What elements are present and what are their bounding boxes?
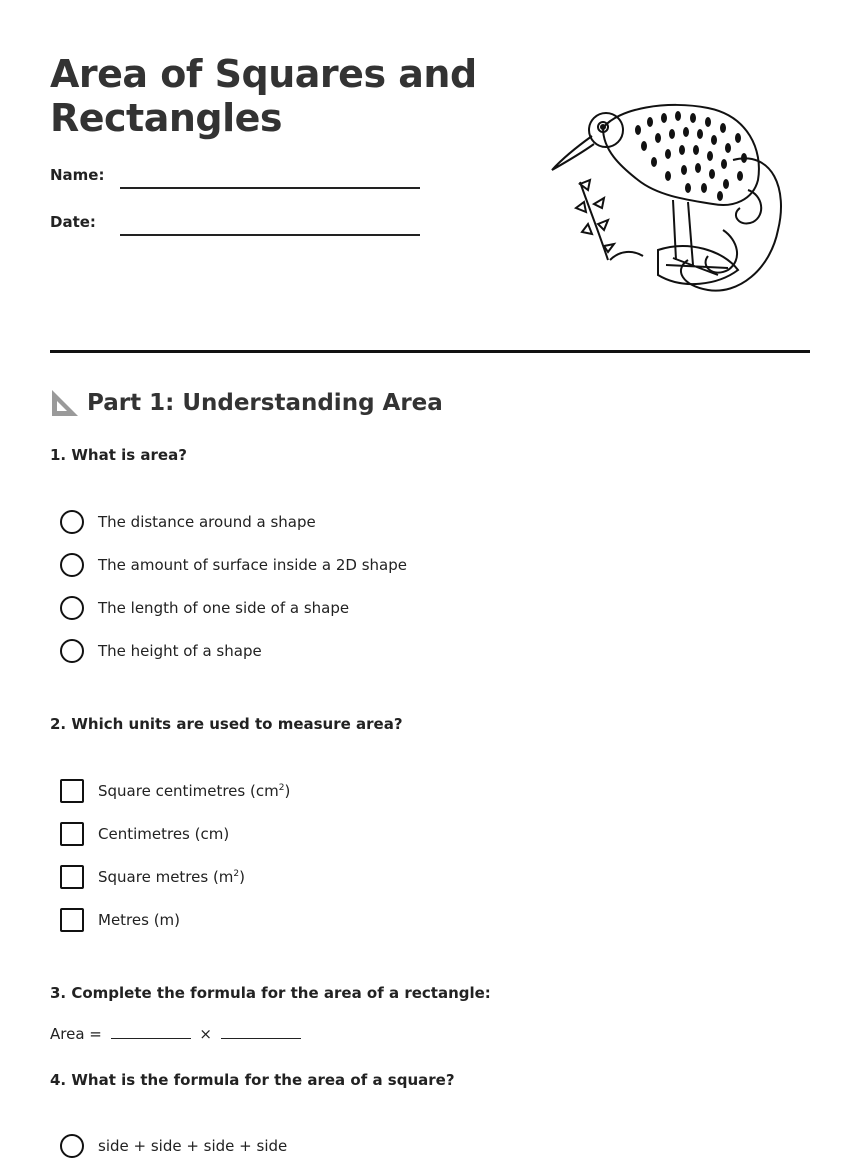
- name-input-line[interactable]: [120, 187, 420, 189]
- option-label: Square metres $(m^2)$: [98, 868, 246, 886]
- question-2: 2. Which units are used to measure area?: [50, 715, 403, 733]
- kiwi-bird-illustration: [548, 100, 788, 300]
- option-label: The amount of surface inside a 2D shape: [98, 556, 408, 574]
- area-formula: [50, 1024, 305, 1043]
- q2-option-4[interactable]: [60, 907, 180, 933]
- radio-button[interactable]: [60, 510, 84, 534]
- option-label: Square centimetres $(cm^2)$: [98, 782, 291, 800]
- option-label: Centimetres (cm): [98, 825, 230, 843]
- q1-option-2[interactable]: [60, 552, 407, 578]
- q1-option-1[interactable]: [60, 509, 316, 535]
- set-square-icon: [50, 388, 80, 418]
- option-label: The distance around a shape: [98, 513, 316, 531]
- radio-button[interactable]: [60, 553, 84, 577]
- question-1: 1. What is area?: [50, 446, 187, 464]
- formula-operator: ×: [199, 1025, 212, 1043]
- q4-option-1[interactable]: [60, 1133, 287, 1159]
- q1-option-3[interactable]: [60, 595, 349, 621]
- option-label: Metres (m): [98, 911, 181, 929]
- q1-option-4[interactable]: [60, 638, 262, 664]
- date-label: Date:: [50, 213, 96, 231]
- option-label: The length of one side of a shape: [98, 599, 350, 617]
- checkbox[interactable]: [60, 822, 84, 846]
- section-title: Part 1: Understanding Area: [87, 390, 443, 416]
- option-label: The height of a shape: [98, 642, 262, 660]
- name-label: Name:: [50, 166, 105, 184]
- formula-prefix: Area =: [50, 1025, 102, 1043]
- formula-blank-1[interactable]: [111, 1024, 191, 1039]
- question-3: 3. Complete the formula for the area of a rectangle:: [50, 984, 491, 1002]
- checkbox[interactable]: [60, 908, 84, 932]
- radio-button[interactable]: [60, 639, 84, 663]
- section-divider: [50, 350, 810, 353]
- question-4: 4. What is the formula for the area of a square?: [50, 1071, 455, 1089]
- option-label: side + side + side + side: [98, 1137, 288, 1155]
- date-input-line[interactable]: [120, 234, 420, 236]
- q2-option-2[interactable]: [60, 821, 229, 847]
- q2-option-3[interactable]: [60, 864, 245, 890]
- page-title: Area of Squares and Rectangles: [50, 52, 477, 140]
- checkbox[interactable]: [60, 779, 84, 803]
- checkbox[interactable]: [60, 865, 84, 889]
- q2-option-1[interactable]: [60, 778, 290, 804]
- radio-button[interactable]: [60, 1134, 84, 1158]
- formula-blank-2[interactable]: [221, 1024, 301, 1039]
- part1-header: [50, 386, 443, 420]
- radio-button[interactable]: [60, 596, 84, 620]
